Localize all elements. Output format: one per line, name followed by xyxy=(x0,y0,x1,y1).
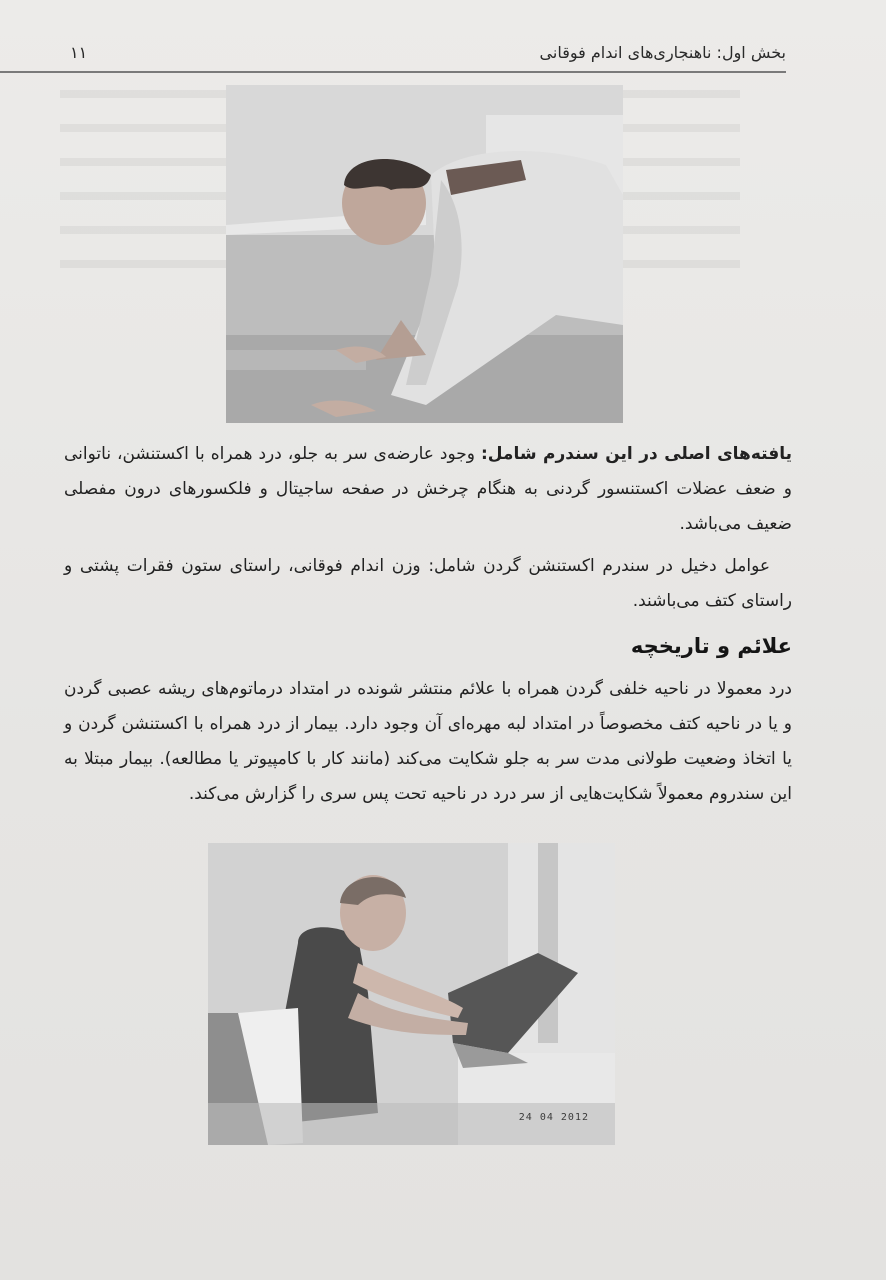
chapter-title: بخش اول: ناهنجاری‌های اندام فوقانی xyxy=(539,42,786,62)
paragraph-lead: یافته‌های اصلی در این سندرم شامل: xyxy=(480,444,792,464)
paragraph-symptoms-history: درد معمولا در ناحیه خلفی گردن همراه با علائم منتشر شونده در امتداد درماتوم‌های ریشه عصبی گردن و یا در ناحیه کتف مخصوصاً در امتداد لبه مهره‌ای آن وجود دارد. بیمار از درد همراه با اکستنشن گردن و یا اتخاذ وضعیت طولانی مدت سر به جلو شکایت می‌کند (مانند کار با کامپیوتر یا مطالعه). بیمار مبتلا به این سندروم معمولاً شکایت‌هایی از سر درد در ناحیه تحت پس سری را گزارش می‌کند. xyxy=(64,679,792,804)
paragraph-contributing-factors: عوامل دخیل در سندرم اکستنشن گردن شامل: وزن اندام فوقانی، راستای ستون فقرات پشتی و راستای کتف می‌باشند. xyxy=(64,556,792,611)
figure-laptop-photo xyxy=(208,843,615,1145)
header-rule xyxy=(0,71,786,73)
section-heading: علائم و تاریخچه xyxy=(630,634,792,658)
paragraph-main-findings xyxy=(64,437,792,542)
running-head xyxy=(60,36,786,68)
figure-pushup-photo xyxy=(226,85,623,423)
laptop-posture-illustration xyxy=(208,843,615,1145)
pushup-posture-illustration xyxy=(226,85,623,423)
photo-date-stamp: 24 04 2012 xyxy=(518,1112,589,1123)
page-number: ۱۱ xyxy=(70,42,88,62)
paragraph-body: وجود عارضه‌ی سر به جلو، درد همراه با اکستنشن، ناتوانی و ضعف عضلات اکستنسور گردنی به هنگام چرخش در صفحه ساجیتال و فلکسورهای درون مفصلی ضعیف می‌باشد. xyxy=(64,444,792,534)
